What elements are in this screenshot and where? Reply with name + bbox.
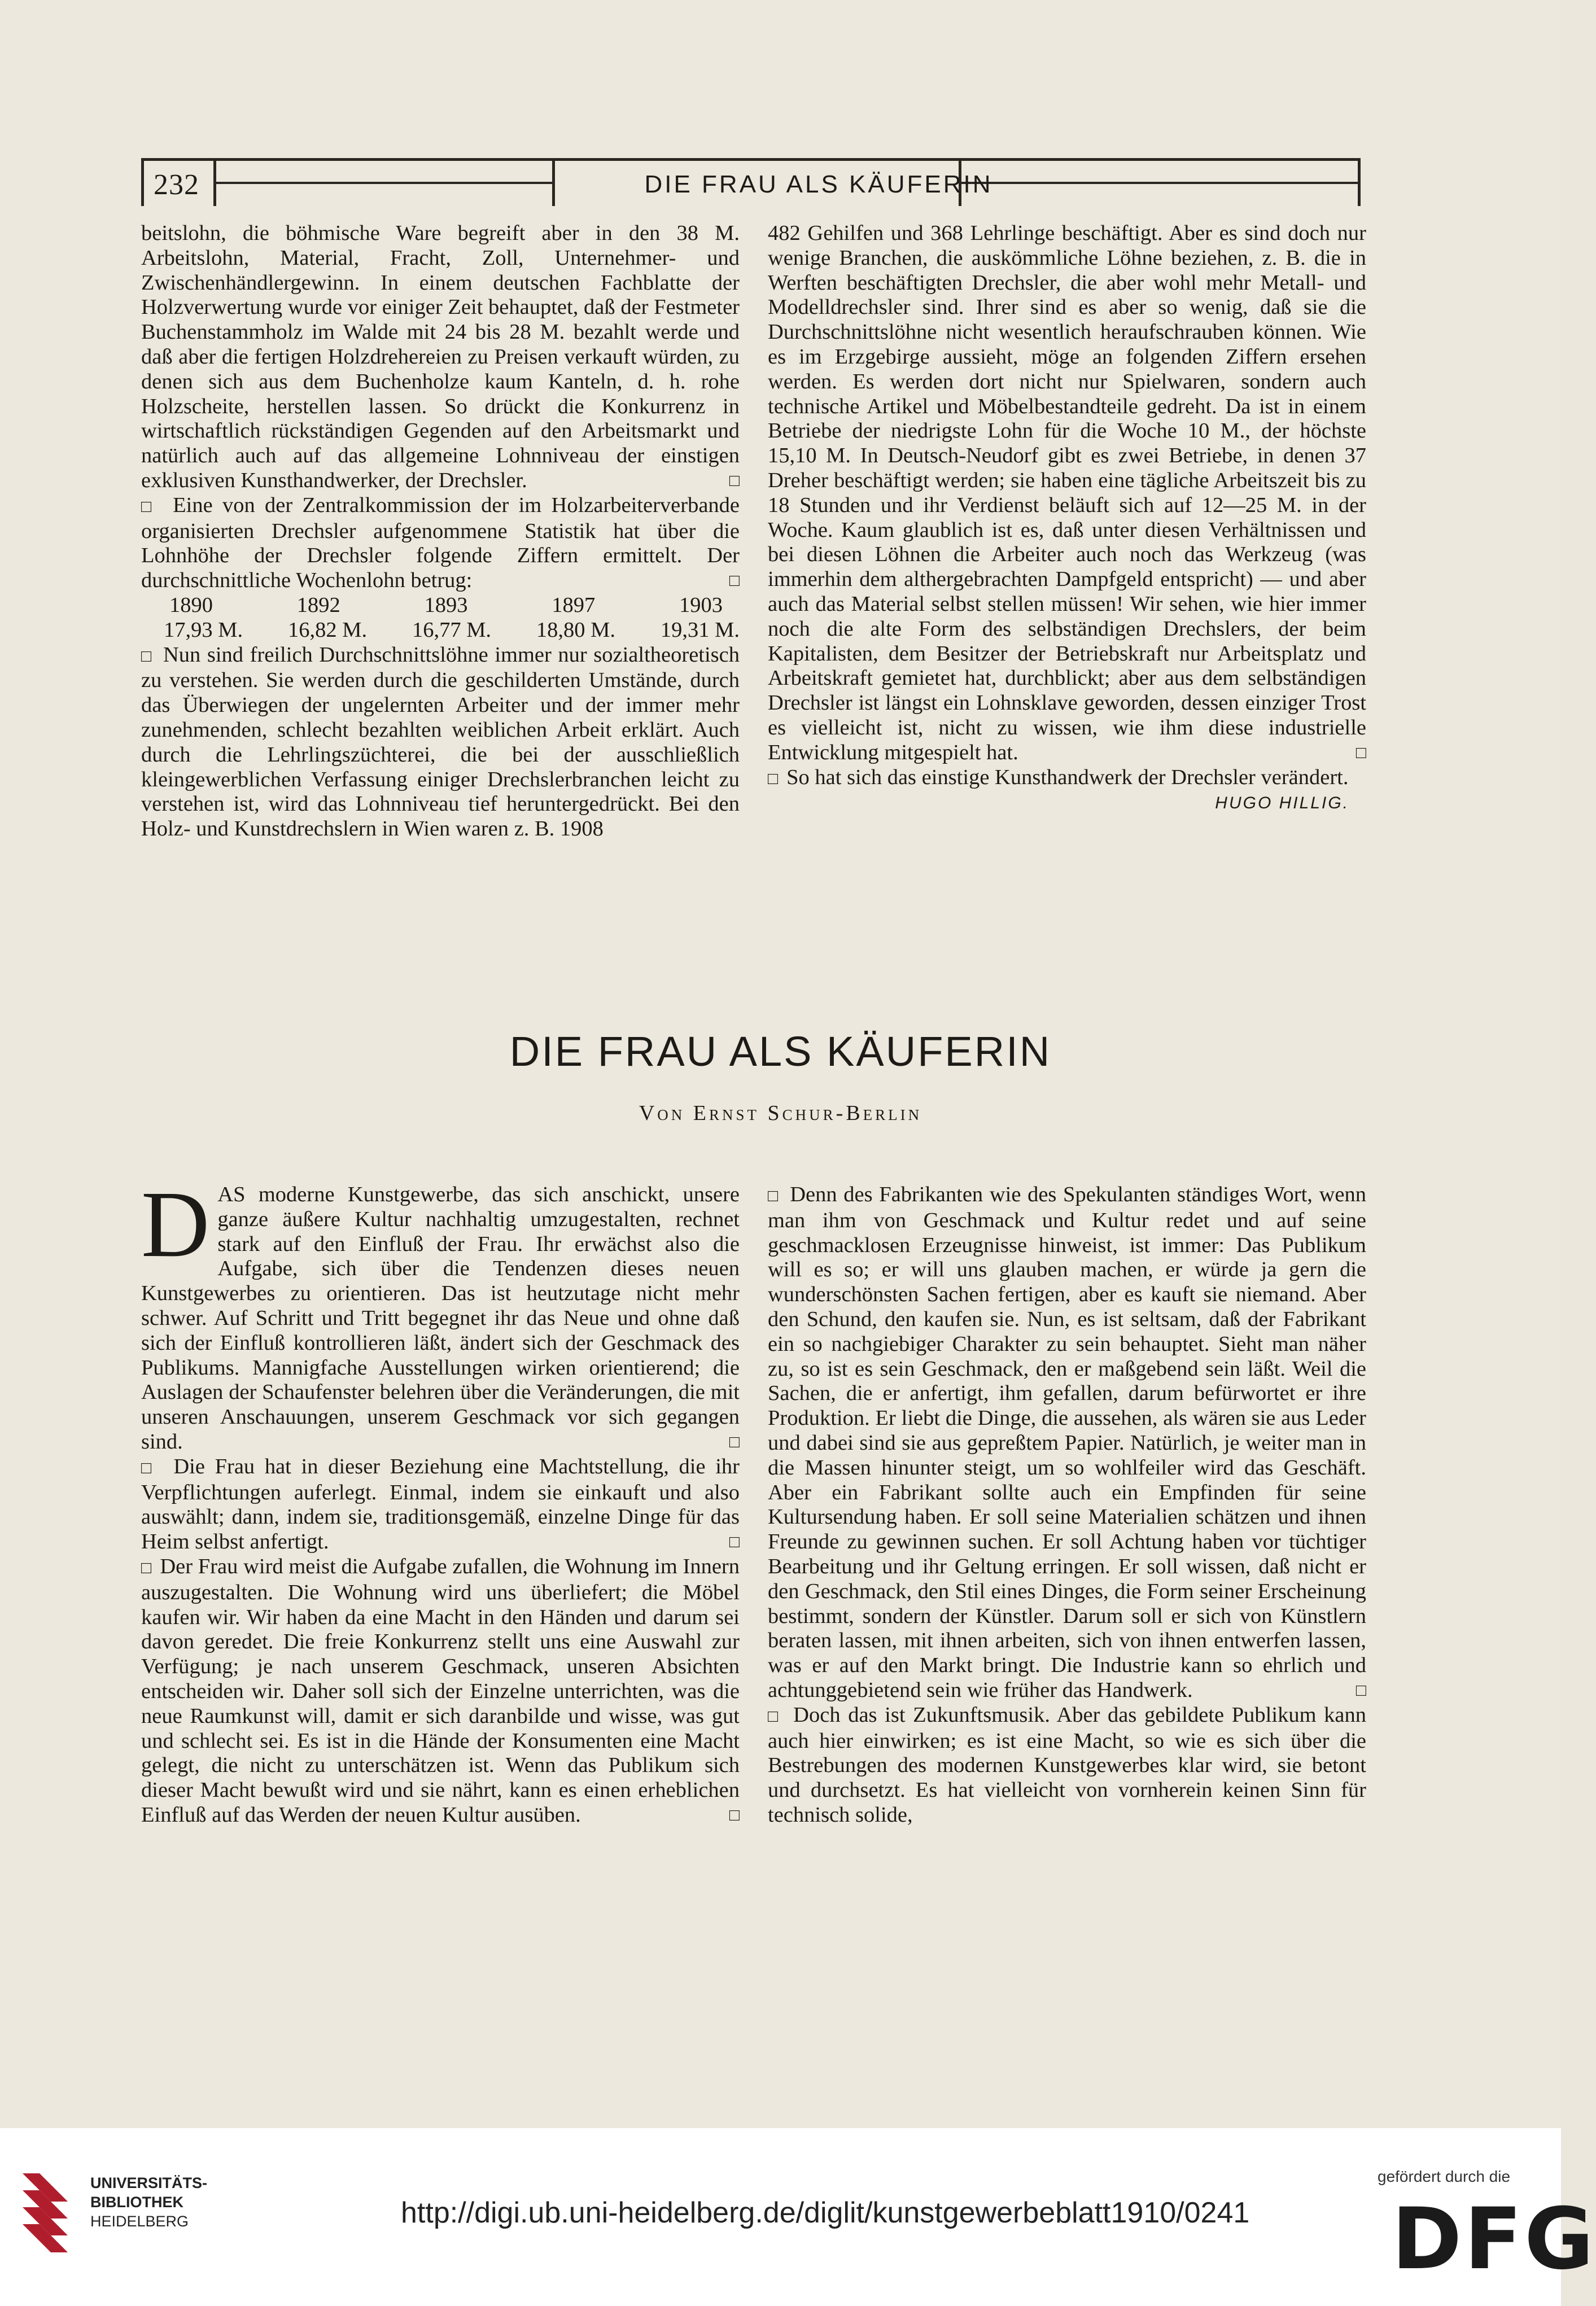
years-row: [141, 593, 740, 618]
drop-cap: D: [141, 1172, 210, 1277]
paragraph: beitslohn, die böhmische Ware begreift aber in den 38 M. Arbeitslohn, Material, Fracht, Zoll, Unternehmer- und Zwischenhändlergewinn. In einem deutschen Fachblatte der Holzverwertung wurde vor einiger Zeit behauptet, daß der Festmeter Buchenstammholz im Walde mit 24 bis 28 M. bezahlt werde und daß aber die fertigen Holzdrehereien zu Preisen verkauft würden, zu denen sich aus dem Buchenholze kaum Kanteln, d. h. rohe Holzscheite, herstellen lassen. So drückt die Konkurrenz in wirtschaftlich rückständigen Gegenden auf den Arbeitsmarkt und natürlich auch auf das allgemeine Lohnniveau der einstigen exklusiven Kunsthandwerker, der Drechsler. □: [141, 221, 740, 493]
library-name-line: BIBLIOTHEK: [90, 2194, 183, 2211]
header-right-tick: [1358, 161, 1361, 206]
wage-cell: 16,77 M.: [412, 618, 492, 642]
year-cell: 1903: [679, 593, 723, 617]
paragraph: □ So hat sich das einstige Kunsthandwerk der Drechsler verändert.: [768, 765, 1366, 791]
library-name: [90, 2173, 207, 2231]
top-right-column: [768, 221, 1366, 816]
page-number: 232: [154, 169, 199, 201]
top-left-column: [141, 221, 740, 842]
bottom-left-column: [141, 1172, 740, 1828]
paragraph: □ Der Frau wird meist die Aufgabe zufallen, die Wohnung im Innern auszugestalten. Die Wohnung wird uns überliefert; die Möbel kaufen wir. Wir haben da eine Macht in den Händen und darum sei davon geredet. Die freie Konkurrenz stellt uns eine Auswahl zur Verfügung; je nach unserem Geschmack, unseren Absichten entscheiden wir. Daher soll sich der Einzelne unterrichten, was die neue Raumkunst will, damit er sich daranbilde und wisse, was gut und schlecht sei. Es ist in die Hände der Konsumenten eine Macht gelegt, die nicht zu unterschätzen ist. Wenn das Publikum sich dieser Macht bewußt wird und sie nährt, kann es einen erheblichen Einfluß auf das Werden der neuen Kultur ausüben. □: [141, 1555, 740, 1828]
wage-cell: 18,80 M.: [536, 618, 616, 642]
article-byline: Von Ernst Schur-Berlin: [639, 1101, 922, 1125]
footer-bar: [0, 2128, 1596, 2306]
paragraph: □ Doch das ist Zukunftsmusik. Aber das gebildete Publikum kann auch hier einwirken; es ist eine Macht, so wie es sich über die Bestrebungen des modernen Kunstgewerbes klar wird, sie betont und durchsetzt. Es hat vielleicht von vornherein keinen Sinn für technisch solide,: [768, 1703, 1366, 1828]
paragraph: □ Nun sind freilich Durchschnittslöhne immer nur sozialtheoretisch zu verstehen. Sie werden durch die geschilderten Umstände, durch das Überwiegen der ungelernten Arbeiter und der immer mehr zunehmenden, schlecht bezahlten weiblichen Arbeit erklärt. Auch durch die Lehrlingszüchterei, die bei der ausschließlich kleingewerblichen Verfassung einiger Drechslerbranchen leicht zu verstehen ist, wird das Lohnniveau tief heruntergedrückt. Bei den Holz- und Kunstdrechslern in Wien waren z. B. 1908: [141, 643, 740, 842]
paragraph: 482 Gehilfen und 368 Lehrlinge beschäftigt. Aber es sind doch nur wenige Branchen, die auskömmliche Löhne beziehen, z. B. die in Werften beschäftigten Drechsler, die aber wohl mehr Metall- und Modelldrechsler sind. Ihrer sind es aber so wenig, daß sie die Durchschnittslöhne nicht wesentlich heraufschrauben können. Wie es im Erzgebirge aussieht, möge an folgenden Ziffern ersehen werden. Es werden dort nicht nur Spielwaren, sondern auch technische Artikel und Möbelbestandteile gedreht. Da ist in einem Betriebe der niedrigste Lohn für die Woche 10 M., der höchste 15,10 M. In Deutsch-Neudorf gibt es zwei Betriebe, in denen 37 Dreher beschäftigt werden; sie haben eine tägliche Arbeitszeit bis zu 18 Stunden und ihr Verdienst beläuft sich auf 12—25 M. in der Woche. Kaum glaublich ist es, daß unter diesen Verhältnissen und bei diesen Löhnen die Arbeiter auch noch das Werkzeug (was immerhin dem althergebrachten Dampfgeld entspricht) — und aber auch das Material selbst stellen müssen! Wir sehen, wie hier immer noch die alte Form des selbständigen Drechslers, der beim Kapitalisten, dem Besitzer der Betriebskraft nur Arbeitsplatz und Arbeitskraft gemietet hat, durchblickt; aber aus dem selbständigen Drechsler ist längst ein Lohnsklave geworden, dessen einziger Trost es vielleicht ist, nicht zu wissen, wie ihm diese industrielle Entwicklung mitgespielt hat. □: [768, 221, 1366, 765]
paragraph: □ Eine von der Zentralkommission der im Holzarbeiterverbande organisierten Drechsler aufgenommene Statistik hat über die Lohnhöhe der Drechsler folgende Ziffern ermittelt. Der durchschnittliche Wochenlohn betrug: □: [141, 493, 740, 593]
bottom-right-column: [768, 1183, 1366, 1828]
wage-cell: 16,82 M.: [287, 618, 368, 642]
header-top-rule: [141, 158, 1361, 161]
paragraph: □ Die Frau hat in dieser Beziehung eine Machtstellung, die ihr Verpflichtungen auferlegt. Einmal, indem sie einkauft und also auswählt; dann, indem sie, traditionsgemäß, einzelne Dinge für das Heim selbst anfertigt. □: [141, 1455, 740, 1555]
header-left-tick: [141, 161, 144, 206]
library-name-line: UNIVERSITÄTS-: [90, 2174, 208, 2191]
year-cell: 1892: [296, 593, 340, 617]
paragraph: [141, 1172, 740, 1455]
running-header: [141, 158, 1361, 209]
paragraph: □ Denn des Fabrikanten wie des Spekulanten ständiges Wort, wenn man ihm von Geschmack und Kultur redet und auf seine geschmacklosen Erzeugnisse hinweist, ist immer: Das Publikum will es so; er will uns glauben machen, er würde ja gern die wunderschönsten Sachen fertigen, aber es kauft sie niemand. Aber den Schund, den kaufen sie. Nun, es ist seltsam, daß der Fabrikant ein so nachgiebiger Charakter zu sein behauptet. Sieht man näher zu, so ist es sein Geschmack, den er maßgebend sein läßt. Weil die Sachen, die er anfertigt, ihm gefallen, darum befürwortet er ihre Produktion. Er liebt die Dinge, die aussehen, als wären sie aus Leder und dabei sind sie aus gepreßtem Papier. Natürlich, je weiter man in die Massen hinunter steigt, um so wohlfeiler wird das Geschäft. Aber ein Fabrikant sollte auch ein Empfinden für seine Kultursendung haben. Er soll seine Materialien schätzen und ihnen Freunde zu gewinnen suchen. Er soll Achtung haben vor tüchtiger Bearbeitung und ihr Geltung erringen. Er soll wissen, daß nicht er den Geschmack, den Stil eines Dinges, die Form seiner Erscheinung bestimmt, sondern der Künstler. Darum soll er sich von Künstlern beraten lassen, mit ihnen arbeiten, sich von ihnen entwerfen lassen, was er auf den Markt bringt. Die Industrie kann so ehrlich und achtunggebietend sein wie früher das Handwerk. □: [768, 1183, 1366, 1703]
funded-by-label: gefördert durch die: [1378, 2168, 1511, 2185]
library-name-line: HEIDELBERG: [90, 2213, 189, 2230]
dfg-logo: DFG: [1392, 2190, 1596, 2289]
wage-cell: 17,93 M.: [164, 618, 243, 642]
year-cell: 1893: [424, 593, 468, 617]
year-cell: 1897: [552, 593, 596, 617]
author-signature: HUGO HILLIG.: [1215, 794, 1349, 813]
university-library-logo-icon: [17, 2168, 73, 2258]
wages-row: [141, 618, 740, 643]
running-title: DIE FRAU ALS KÄUFERIN: [644, 170, 993, 198]
year-cell: 1890: [169, 593, 213, 617]
wage-cell: 19,31 M.: [660, 618, 740, 642]
header-mid-rule-left: [213, 182, 552, 184]
paragraph-text: AS moderne Kunstgewerbe, das sich anschickt, unsere ganze äußere Kultur nachhaltig umzugestalten, rechnet stark auf den Einfluß der Frau. Ihr erwächst also die Aufgabe, sich über die Tendenzen dieses neuen Kunstgewerbes zu orientieren. Das ist heutzutage nicht mehr schwer. Auf Schritt und Tritt begegnet ihr das Neue und ohne daß sich der Einfluß kontrollieren läßt, ändert sich der Geschmack des Publikums. Mannigfache Ausstellungen wirken orientierend; die Auslagen der Schaufenster belehren über die Veränderungen, die mit unseren Anschauungen, unserem Geschmack vor sich gegangen sind.: [141, 1183, 740, 1454]
header-tick: [552, 161, 555, 206]
article-title: DIE FRAU ALS KÄUFERIN: [509, 1028, 1052, 1075]
source-url-link[interactable]: http://digi.ub.uni-heidelberg.de/diglit/kunstgewerbeblatt1910/0241: [401, 2196, 1250, 2229]
